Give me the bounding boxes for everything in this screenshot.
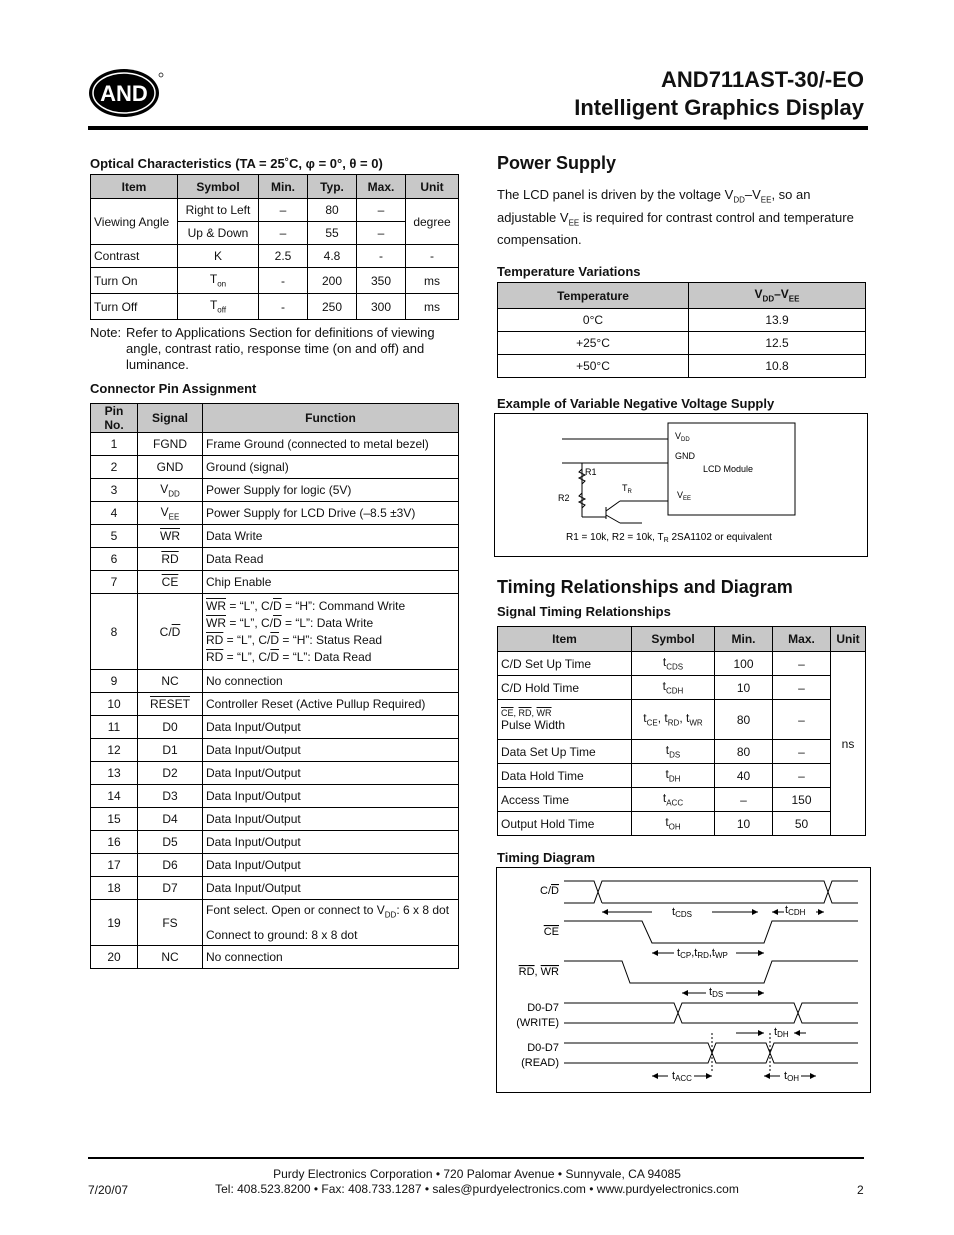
cell: - bbox=[406, 245, 459, 268]
cell: C/D Set Up Time bbox=[498, 652, 632, 676]
label-tcp: tCP,tRD,tWP bbox=[677, 947, 728, 960]
col-item: Item bbox=[91, 175, 178, 199]
cell: 80 bbox=[308, 199, 357, 222]
table-row bbox=[498, 332, 866, 355]
title-line-2: Intelligent Graphics Display bbox=[574, 95, 864, 120]
footer-rule bbox=[88, 1157, 864, 1159]
pin-function: Data Input/Output bbox=[203, 739, 459, 762]
pin-function: Data Write bbox=[203, 525, 459, 548]
symbol-sub: CDH bbox=[666, 686, 684, 696]
col-min: Min. bbox=[715, 627, 773, 652]
pin-function: Font select. Open or connect to $V_{DD}$: 6 x 8 dot Connect to ground: 8 x 8 dot bbox=[203, 900, 459, 946]
pin-table bbox=[90, 403, 459, 969]
signal-name: V bbox=[160, 481, 169, 496]
table-row bbox=[498, 676, 866, 700]
cell bbox=[178, 268, 259, 294]
pin-function: No connection bbox=[203, 670, 459, 693]
label-tcds: tCDS bbox=[672, 906, 692, 919]
pin-number: 3 bbox=[91, 479, 138, 502]
pin-function: Data Input/Output bbox=[203, 762, 459, 785]
table-row bbox=[91, 808, 459, 831]
pin-number: 7 bbox=[91, 571, 138, 594]
symbol-sub: on bbox=[217, 279, 227, 289]
label-rdwr: RD, WR bbox=[518, 966, 559, 978]
temp-section bbox=[497, 264, 867, 378]
table-row bbox=[91, 739, 459, 762]
note-prefix: Note: bbox=[90, 325, 122, 340]
label-tacc: tACC bbox=[672, 1070, 692, 1083]
pin-number: 10 bbox=[91, 693, 138, 716]
pin-function: WR = “L”, C/D = “H”: Command Write WR = “L”, C/D = “L”: Data Write RD = “L”, C/D = “H”: Status Read RD = “L”, C/D = “L”: Data Read bbox=[203, 594, 459, 670]
pin-signal: FS bbox=[138, 900, 203, 946]
cell: 50 bbox=[773, 812, 831, 836]
cell: – bbox=[773, 700, 831, 740]
pin-function: Power Supply for logic (5V) bbox=[203, 479, 459, 502]
table-row bbox=[91, 594, 459, 670]
cell: 100 bbox=[715, 652, 773, 676]
table-row bbox=[91, 502, 459, 525]
cell: Right to Left bbox=[178, 199, 259, 222]
cell: 40 bbox=[715, 764, 773, 788]
pin-signal: D6 bbox=[138, 854, 203, 877]
col-max: Max. bbox=[357, 175, 406, 199]
cell: – bbox=[259, 199, 308, 222]
footer-address: Purdy Electronics Corporation • 720 Palomar Avenue • Sunnyvale, CA 94085 bbox=[273, 1167, 681, 1181]
pin-signal: CE bbox=[138, 571, 203, 594]
cell bbox=[178, 294, 259, 320]
timing-heading: Timing Relationships and Diagram bbox=[497, 577, 793, 597]
cell: Turn On bbox=[91, 268, 178, 294]
pin-function: Controller Reset (Active Pullup Required) bbox=[203, 693, 459, 716]
pin-signal: RESET bbox=[138, 693, 203, 716]
symbol-sub: OH bbox=[668, 822, 681, 832]
cell: – bbox=[773, 740, 831, 764]
pin-signal bbox=[138, 502, 203, 525]
pin-number: 18 bbox=[91, 877, 138, 900]
table-row bbox=[91, 571, 459, 594]
cell: 12.5 bbox=[689, 332, 866, 355]
signal-name: V bbox=[160, 504, 169, 519]
pin-section bbox=[90, 381, 460, 969]
circuit-caption: R1 = 10k, R2 = 10k, $T_R$ 2SA1102 or equivalent bbox=[566, 532, 772, 544]
table-row bbox=[498, 788, 866, 812]
label-tr: $T_R$ bbox=[622, 483, 632, 495]
symbol: T bbox=[209, 298, 218, 313]
cell: Output Hold Time bbox=[498, 812, 632, 836]
pin-function: Data Input/Output bbox=[203, 716, 459, 739]
pin-signal: D7 bbox=[138, 877, 203, 900]
pulse-width-label: Pulse Width bbox=[501, 717, 566, 732]
col-typ: Typ. bbox=[308, 175, 357, 199]
pin-number: 16 bbox=[91, 831, 138, 854]
label-read: (READ) bbox=[521, 1057, 559, 1069]
cell: $t_{DS}$ bbox=[632, 740, 715, 764]
label-vdd: $V_{DD}$ bbox=[675, 431, 690, 443]
pin-number: 13 bbox=[91, 762, 138, 785]
pin-signal: NC bbox=[138, 946, 203, 969]
optical-heading: Optical Characteristics (TA = 25˚C, φ = 0°, θ = 0) bbox=[90, 156, 383, 171]
pin-number: 1 bbox=[91, 433, 138, 456]
col-function: Function bbox=[203, 404, 459, 433]
table-row bbox=[91, 456, 459, 479]
cell: ms bbox=[406, 268, 459, 294]
pin-heading: Connector Pin Assignment bbox=[90, 381, 257, 396]
label-ce: CE bbox=[543, 926, 559, 938]
and-logo bbox=[88, 67, 164, 119]
table-row bbox=[91, 548, 459, 571]
cell: degree bbox=[406, 199, 459, 245]
cell: K bbox=[178, 245, 259, 268]
table-row bbox=[498, 652, 866, 676]
symbol: T bbox=[209, 272, 218, 287]
pin-number: 11 bbox=[91, 716, 138, 739]
signal-timing-heading: Signal Timing Relationships bbox=[497, 604, 671, 619]
col-item: Item bbox=[498, 627, 632, 652]
table-row bbox=[91, 946, 459, 969]
pin-function: Data Input/Output bbox=[203, 854, 459, 877]
cell: $t_{OH}$ bbox=[632, 812, 715, 836]
label-gnd: GND bbox=[675, 451, 695, 461]
pin-number: 8 bbox=[91, 594, 138, 670]
label-r2: R2 bbox=[558, 493, 570, 503]
pin-function: No connection bbox=[203, 946, 459, 969]
pin-number: 14 bbox=[91, 785, 138, 808]
pin-number: 19 bbox=[91, 900, 138, 946]
cell: $t_{CDS}$ bbox=[632, 652, 715, 676]
cell: 350 bbox=[357, 268, 406, 294]
cell: – bbox=[773, 652, 831, 676]
table-row bbox=[91, 854, 459, 877]
pin-signal: NC bbox=[138, 670, 203, 693]
power-paragraph: The LCD panel is driven by the voltage $V_{DD}-V_{EE}$, so an adjustable $V_{EE}$ is required for contrast control and temperature compensation. bbox=[497, 187, 854, 248]
col-unit: Unit bbox=[831, 627, 866, 652]
power-heading: Power Supply bbox=[497, 153, 617, 173]
table-row bbox=[91, 693, 459, 716]
label-vee: $V_{EE}$ bbox=[677, 490, 692, 502]
col-unit: Unit bbox=[406, 175, 459, 199]
cell: $t_{ACC}$ bbox=[632, 788, 715, 812]
cell: Data Hold Time bbox=[498, 764, 632, 788]
cell: ms bbox=[406, 294, 459, 320]
circuit-diagram bbox=[494, 413, 868, 557]
note-text: Refer to Applications Section for definitions of viewing angle, contrast ratio, response time (on and off) and luminance. bbox=[126, 325, 435, 372]
pin-signal: WR bbox=[138, 525, 203, 548]
col-signal: Signal bbox=[138, 404, 203, 433]
label-lcd-module: LCD Module bbox=[703, 464, 754, 474]
pin-function: Data Read bbox=[203, 548, 459, 571]
symbol-sub: DS bbox=[669, 750, 681, 760]
pin-signal: D3 bbox=[138, 785, 203, 808]
cell: 300 bbox=[357, 294, 406, 320]
pin-number: 20 bbox=[91, 946, 138, 969]
table-row bbox=[498, 812, 866, 836]
table-row bbox=[91, 199, 459, 222]
cell: CE, RD, WR Pulse Width bbox=[498, 700, 632, 740]
example-section bbox=[497, 396, 867, 411]
cell: 150 bbox=[773, 788, 831, 812]
page-title bbox=[574, 66, 864, 122]
cell: – bbox=[715, 788, 773, 812]
signal-sub: EE bbox=[168, 512, 180, 522]
cell-unit: ns bbox=[831, 652, 866, 836]
label-tds: tDS bbox=[709, 986, 724, 999]
label-tcdh: tCDH bbox=[785, 904, 806, 917]
cell: 10.8 bbox=[689, 355, 866, 378]
cell: 55 bbox=[308, 222, 357, 245]
pin-function: Ground (signal) bbox=[203, 456, 459, 479]
pin-function: Data Input/Output bbox=[203, 831, 459, 854]
cell: – bbox=[773, 764, 831, 788]
table-row bbox=[91, 900, 459, 946]
pin-function: Power Supply for LCD Drive (–8.5 ±3V) bbox=[203, 502, 459, 525]
cell: 80 bbox=[715, 700, 773, 740]
table-row bbox=[91, 245, 459, 268]
cell: Up & Down bbox=[178, 222, 259, 245]
cell: 80 bbox=[715, 740, 773, 764]
table-row bbox=[91, 294, 459, 320]
pin-number: 6 bbox=[91, 548, 138, 571]
label-cd: C/D bbox=[540, 885, 559, 897]
cell: 13.9 bbox=[689, 309, 866, 332]
label-r1: R1 bbox=[585, 467, 597, 477]
pin-signal: RD bbox=[138, 548, 203, 571]
cell: Access Time bbox=[498, 788, 632, 812]
table-row bbox=[91, 479, 459, 502]
timing-section bbox=[497, 577, 867, 836]
cell: +25°C bbox=[498, 332, 689, 355]
title-line-1: AND711AST-30/-EO bbox=[661, 67, 864, 92]
cell: 250 bbox=[308, 294, 357, 320]
table-row bbox=[91, 268, 459, 294]
pin-signal: D5 bbox=[138, 831, 203, 854]
pin-number: 17 bbox=[91, 854, 138, 877]
pin-function: Data Input/Output bbox=[203, 808, 459, 831]
cell: Contrast bbox=[91, 245, 178, 268]
cell: C/D Hold Time bbox=[498, 676, 632, 700]
cell: - bbox=[259, 294, 308, 320]
pin-number: 9 bbox=[91, 670, 138, 693]
temp-table bbox=[497, 282, 866, 378]
symbol-sub: DH bbox=[668, 774, 681, 784]
pin-signal: D2 bbox=[138, 762, 203, 785]
pin-signal: FGND bbox=[138, 433, 203, 456]
cell: - bbox=[259, 268, 308, 294]
cell: $t_{CDH}$ bbox=[632, 676, 715, 700]
pin-function: Data Input/Output bbox=[203, 877, 459, 900]
temp-heading: Temperature Variations bbox=[497, 264, 641, 279]
col-temperature: Temperature bbox=[498, 283, 689, 309]
header-rule bbox=[88, 126, 868, 130]
cell: 200 bbox=[308, 268, 357, 294]
pin-signal: GND bbox=[138, 456, 203, 479]
table-row bbox=[91, 785, 459, 808]
cell: $t_{DH}$ bbox=[632, 764, 715, 788]
svg-text:AND: AND bbox=[100, 81, 148, 106]
pin-number: 2 bbox=[91, 456, 138, 479]
table-row bbox=[91, 716, 459, 739]
cell: – bbox=[773, 676, 831, 700]
optical-table bbox=[90, 174, 459, 320]
label-d-read: D0-D7 bbox=[527, 1042, 559, 1054]
table-row bbox=[91, 762, 459, 785]
cell: Data Set Up Time bbox=[498, 740, 632, 764]
pin-function: Frame Ground (connected to metal bezel) bbox=[203, 433, 459, 456]
table-row bbox=[498, 355, 866, 378]
footer-contact: Tel: 408.523.8200 • Fax: 408.733.1287 • sales@purdyelectronics.com • www.purdyelectronics.com bbox=[215, 1182, 739, 1196]
table-row bbox=[91, 831, 459, 854]
cell: – bbox=[357, 199, 406, 222]
timing-table bbox=[497, 626, 866, 836]
col-vdd-vee: $V_{DD}-V_{EE}$ bbox=[689, 283, 866, 309]
cell: +50°C bbox=[498, 355, 689, 378]
pin-signal: C/D bbox=[138, 594, 203, 670]
example-heading: Example of Variable Negative Voltage Supply bbox=[497, 396, 775, 411]
col-pin-no: Pin No. bbox=[91, 404, 138, 433]
pin-signal: D4 bbox=[138, 808, 203, 831]
cell: 0°C bbox=[498, 309, 689, 332]
signal-sub: DD bbox=[168, 489, 180, 499]
pin-signal: D0 bbox=[138, 716, 203, 739]
pin-function-line-2: Connect to ground: 8 x 8 dot bbox=[206, 928, 358, 943]
cell: 2.5 bbox=[259, 245, 308, 268]
cell: 10 bbox=[715, 676, 773, 700]
pin-number: 12 bbox=[91, 739, 138, 762]
timing-diagram bbox=[496, 867, 871, 1093]
timing-diagram-heading: Timing Diagram bbox=[497, 850, 596, 865]
label-toh: tOH bbox=[784, 1070, 800, 1083]
cell: $t_{CE}$, $t_{RD}$, $t_{WR}$ bbox=[632, 700, 715, 740]
table-row bbox=[91, 525, 459, 548]
cell: – bbox=[259, 222, 308, 245]
label-tdh: tDH bbox=[774, 1026, 789, 1039]
pin-function: Chip Enable bbox=[203, 571, 459, 594]
table-row bbox=[498, 309, 866, 332]
timing-diagram-heading-wrap bbox=[497, 850, 595, 865]
page-number: 2 bbox=[857, 1183, 864, 1197]
table-row bbox=[498, 740, 866, 764]
cell: 10 bbox=[715, 812, 773, 836]
table-row bbox=[498, 764, 866, 788]
cell: Viewing Angle bbox=[91, 199, 178, 245]
symbol-sub: CDS bbox=[666, 662, 684, 672]
cell: – bbox=[357, 222, 406, 245]
col-max: Max. bbox=[773, 627, 831, 652]
table-row bbox=[91, 877, 459, 900]
cell: Turn Off bbox=[91, 294, 178, 320]
col-min: Min. bbox=[259, 175, 308, 199]
pin-number: 15 bbox=[91, 808, 138, 831]
footer-date: 7/20/07 bbox=[88, 1183, 129, 1197]
symbol-sub: off bbox=[217, 305, 227, 315]
symbol-sub: ACC bbox=[666, 798, 684, 808]
cell: - bbox=[357, 245, 406, 268]
label-d-write: D0-D7 bbox=[527, 1002, 559, 1014]
col-symbol: Symbol bbox=[632, 627, 715, 652]
col-symbol: Symbol bbox=[178, 175, 259, 199]
pin-number: 5 bbox=[91, 525, 138, 548]
pin-function: Data Input/Output bbox=[203, 785, 459, 808]
table-row bbox=[91, 670, 459, 693]
cell: 4.8 bbox=[308, 245, 357, 268]
pin-signal: D1 bbox=[138, 739, 203, 762]
pin-number: 4 bbox=[91, 502, 138, 525]
pin-signal bbox=[138, 479, 203, 502]
power-section bbox=[497, 153, 867, 248]
optical-section bbox=[90, 156, 460, 373]
table-row bbox=[498, 700, 866, 740]
label-write: (WRITE) bbox=[516, 1017, 559, 1029]
optical-note bbox=[90, 325, 460, 373]
table-row bbox=[91, 433, 459, 456]
